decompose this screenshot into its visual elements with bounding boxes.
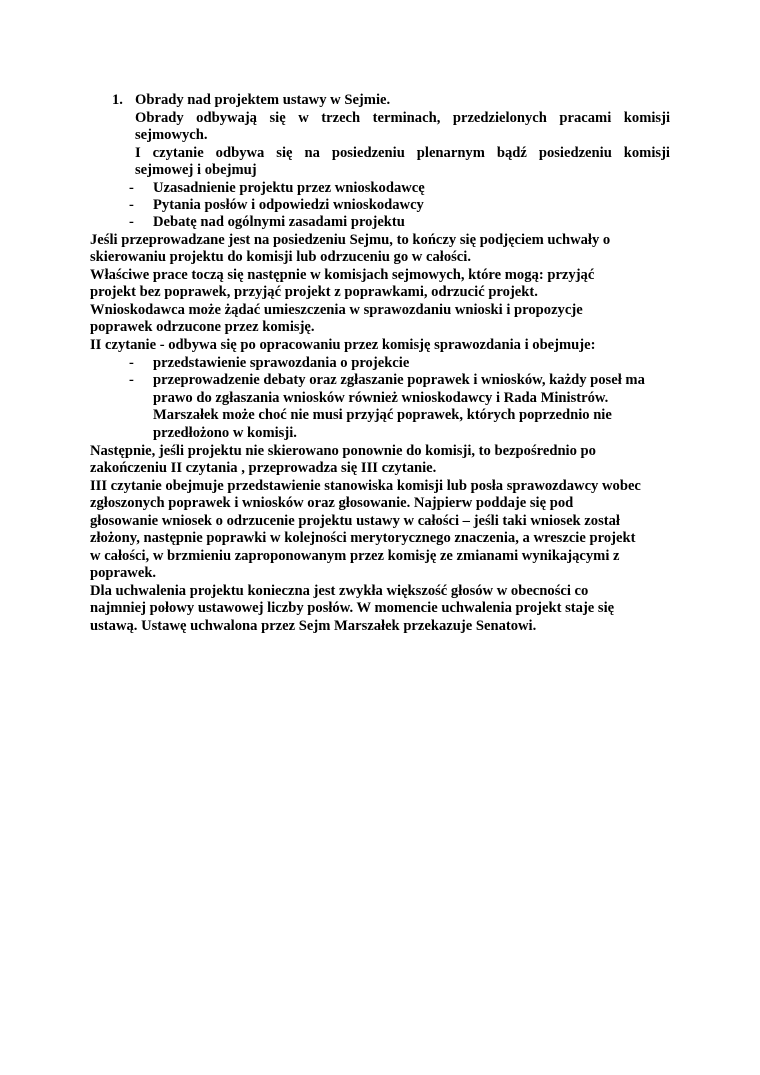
text-line: sejmowej i obejmuj [135,162,257,178]
dash-bullet: - [129,180,134,196]
dash-bullet: - [129,214,134,230]
text-line: Obrady odbywają się w trzech terminach, przedzielonych pracami komisji [135,110,670,126]
text-line: zakończeniu II czytania , przeprowadza się III czytanie. [90,460,437,476]
list-item-continuation: prawo do zgłaszania wniosków również wnioskodawcy i Rada Ministrów. [153,390,609,406]
text-line: Jeśli przeprowadzane jest na posiedzeniu Sejmu, to kończy się podjęciem uchwały o [90,232,611,248]
text-line: poprawek odrzucone przez komisję. [90,319,315,335]
list-item: przeprowadzenie debaty oraz zgłaszanie poprawek i wniosków, każdy poseł ma [153,372,645,388]
text-line: złożony, następnie poprawki w kolejności merytorycznego znaczenia, a wreszcie projekt [90,530,636,546]
text-line: głosowanie wniosek o odrzucenie projektu ustawy w całości – jeśli taki wniosek został [90,513,620,529]
text-line: ustawą. Ustawę uchwalona przez Sejm Marszałek przekazuje Senatowi. [90,618,537,634]
text-line: sejmowych. [135,127,208,143]
list-item: Debatę nad ogólnymi zasadami projektu [153,214,405,230]
text-line: III czytanie obejmuje przedstawienie stanowiska komisji lub posła sprawozdawcy wobec [90,478,641,494]
text-line: w całości, w brzmieniu zaproponowanym przez komisję ze zmianami wynikającymi z [90,548,620,564]
text-line: Właściwe prace toczą się następnie w komisjach sejmowych, które mogą: przyjąć [90,267,595,283]
list-item: Uzasadnienie projektu przez wnioskodawcę [153,180,425,196]
text-line: poprawek. [90,565,157,581]
text-line: I czytanie odbywa się na posiedzeniu plenarnym bądź posiedzeniu komisji [135,145,670,161]
text-line: Następnie, jeśli projektu nie skierowano ponownie do komisji, to bezpośrednio po [90,443,596,459]
list-item-continuation: Marszałek może choć nie musi przyjąć poprawek, których poprzednio nie [153,407,612,423]
text-line: Wnioskodawca może żądać umieszczenia w sprawozdaniu wnioski i propozycje [90,302,583,318]
text-line: skierowaniu projektu do komisji lub odrzuceniu go w całości. [90,249,471,265]
dash-bullet: - [129,355,134,371]
list-number: 1. [112,92,123,108]
text-line: najmniej połowy ustawowej liczby posłów. W momencie uchwalenia projekt staje się [90,600,615,616]
dash-bullet: - [129,372,134,388]
list-item-continuation: przedłożono w komisji. [153,425,297,441]
list-item: Pytania posłów i odpowiedzi wnioskodawcy [153,197,424,213]
dash-bullet: - [129,197,134,213]
text-line: projekt bez poprawek, przyjąć projekt z poprawkami, odrzucić projekt. [90,284,538,300]
list-item: przedstawienie sprawozdania o projekcie [153,355,410,371]
text-line: II czytanie - odbywa się po opracowaniu przez komisję sprawozdania i obejmuje: [90,337,596,353]
text-line: Dla uchwalenia projektu konieczna jest zwykła większość głosów w obecności co [90,583,589,599]
text-line: zgłoszonych poprawek i wniosków oraz głosowanie. Najpierw poddaje się pod [90,495,574,511]
section-title: Obrady nad projektem ustawy w Sejmie. [135,92,391,108]
